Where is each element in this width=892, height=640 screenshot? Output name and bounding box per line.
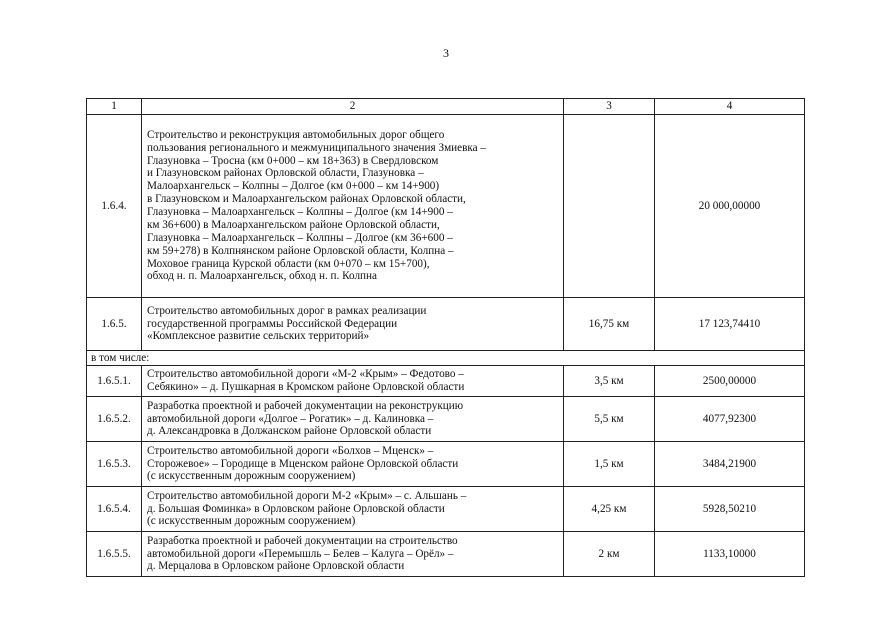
description-line: Глазуновка – Малоархангельск – Колпны – Долгое (км 14+900 – [147,206,453,218]
item-number: 1.6.5. [87,298,142,351]
table-row [87,366,805,397]
description-line: Сторожевое» – Городище в Мценском районе Орловской области [147,457,459,470]
table-row [87,442,805,487]
description-line: Строительство и реконструкция автомобильных дорог общего [147,128,445,141]
description-line: «Комплексное развитие сельских территорий» [147,330,370,343]
table-row [87,115,805,298]
item-description [142,442,564,487]
item-quantity: 3,5 км [564,366,655,397]
item-quantity: 4,25 км [564,487,655,532]
header-col-2: 2 [142,99,564,115]
description-line: км 36+600) в Малоархангельском районе Орловской области, [147,218,440,231]
item-number: 1.6.5.3. [87,442,142,487]
item-amount: 4077,92300 [655,397,805,442]
description-line: и Глазуновском районах Орловской области, Глазуновка – [147,167,424,180]
item-amount: 3484,21900 [655,442,805,487]
description-line: Строительство автомобильных дорог в рамках реализации [147,304,427,317]
description-line: Строительство автомобильной дороги «Болхов – Мценск» – [147,444,434,457]
item-description [142,298,564,351]
header-col-1: 1 [87,99,142,115]
page-number: 3 [443,46,449,60]
description-line: автомобильной дороги «Перемышль – Белев – Калуга – Орёл» – [147,547,454,560]
description-line: Разработка проектной и рабочей документации на строительство [147,534,458,547]
header-row [87,99,805,115]
item-description [142,532,564,577]
description-line: автомобильной дороги «Долгое – Рогатик» – д. Калиновка – [147,412,434,425]
item-number: 1.6.5.1. [87,366,142,397]
subheading: в том числе: [87,351,805,366]
item-description [142,115,564,298]
item-quantity: 2 км [564,532,655,577]
description-line: (с искусственным дорожным сооружением) [147,470,356,483]
table-row [87,532,805,577]
item-quantity [564,115,655,298]
description-line: Глазуновка – Тросна (км 0+000 – км 18+363) в Свердловском [147,154,439,167]
description-line: Моховое граница Курской области (км 0+070 – км 15+700), [147,257,430,270]
table-row [87,298,805,351]
item-amount: 1133,10000 [655,532,805,577]
header-col-4: 4 [655,99,805,115]
item-number: 1.6.5.4. [87,487,142,532]
budget-table [86,98,805,577]
description-line: д. Большая Фоминка» в Орловском районе Орловской области [147,502,445,515]
item-quantity: 1,5 км [564,442,655,487]
description-line: Строительство автомобильной дороги М-2 «Крым» – с. Альшань – [147,489,467,502]
description-line: Разработка проектной и рабочей документации на реконструкцию [147,399,464,412]
description-line: пользования регионального и межмуниципального значения Змиевка – [147,141,486,154]
item-amount: 2500,00000 [655,366,805,397]
description-line: обход н. п. Малоархангельск, обход н. п. Колпна [147,270,378,283]
item-amount: 20 000,00000 [655,115,805,298]
description-line: в Глазуновском и Малоархангельском районах Орловской области, [147,193,466,206]
description-line: Себякино» – д. Пушкарная в Кромском районе Орловской области [147,381,465,393]
description-line: Малоархангельск – Колпны – Долгое (км 0+000 – км 14+900) [147,180,440,193]
item-description [142,487,564,532]
item-number: 1.6.5.5. [87,532,142,577]
item-amount: 17 123,74410 [655,298,805,351]
item-number: 1.6.5.2. [87,397,142,442]
description-line: Строительство автомобильной дороги «М-2 «Крым» – Федотово – [147,368,464,381]
description-line: Глазуновка – Малоархангельск – Колпны – Долгое (км 36+600 – [147,231,453,244]
description-line: км 59+278) в Колпнянском районе Орловской области, Колпна – [147,244,454,257]
table-row [87,487,805,532]
item-number: 1.6.4. [87,115,142,298]
description-line: д. Александровка в Должанском районе Орловской области [147,425,432,438]
description-line: (с искусственным дорожным сооружением) [147,515,356,528]
item-description [142,366,564,397]
subheading-row [87,351,805,366]
item-quantity: 5,5 км [564,397,655,442]
item-amount: 5928,50210 [655,487,805,532]
header-col-3: 3 [564,99,655,115]
item-description [142,397,564,442]
description-line: государственной программы Российской Федерации [147,317,398,330]
table-row [87,397,805,442]
item-quantity: 16,75 км [564,298,655,351]
description-line: д. Мерцалова в Орловском районе Орловской области [147,560,405,573]
